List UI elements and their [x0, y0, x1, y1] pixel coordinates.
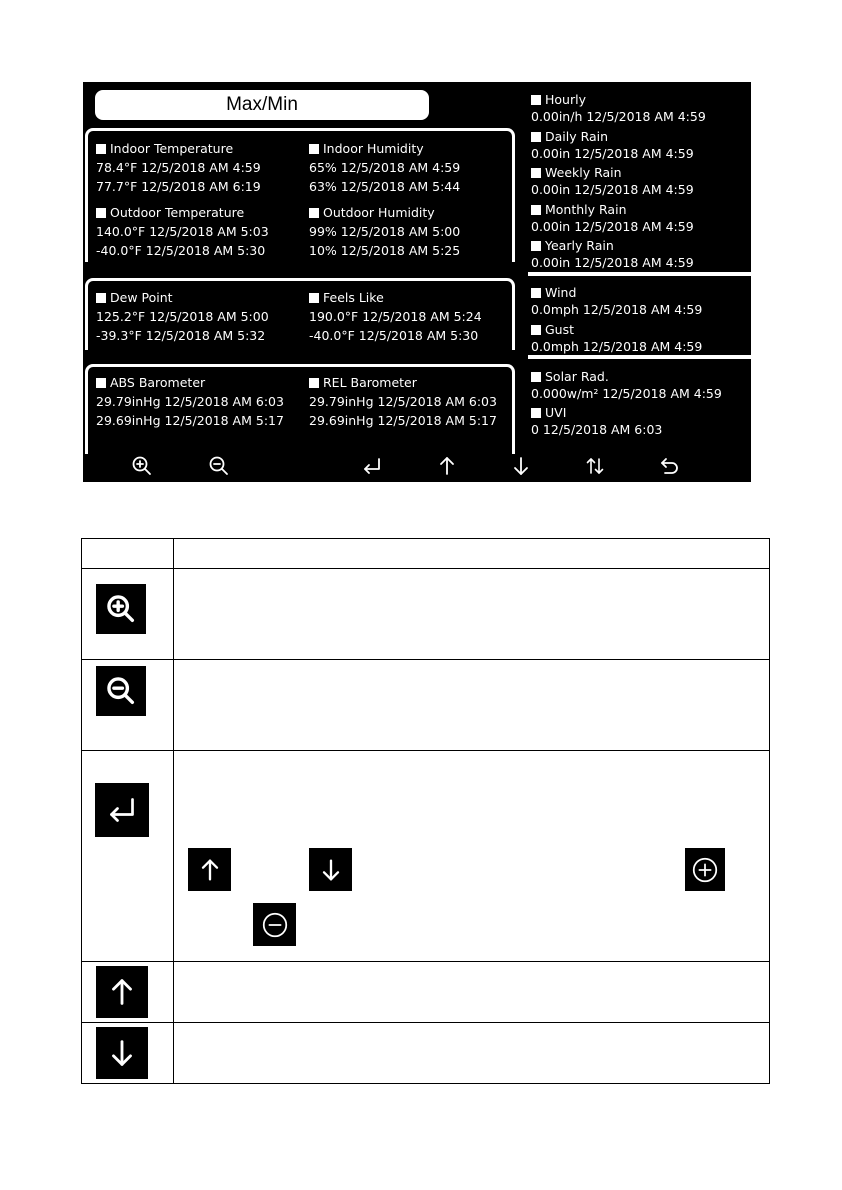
plus-circle-icon-inline — [685, 848, 725, 891]
field-outdoor-temperature[interactable]: Outdoor Temperature 140.0°F 12/5/2018 AM 5:03 -40.0°F 12/5/2018 AM 5:30 — [96, 205, 269, 258]
zoom-in-button[interactable] — [126, 450, 158, 482]
field-indoor-temperature[interactable]: Indoor Temperature 78.4°F 12/5/2018 AM 4:59 77.7°F 12/5/2018 AM 6:19 — [96, 141, 261, 194]
right-divider — [528, 272, 751, 276]
description-cell — [174, 1023, 770, 1084]
checkbox[interactable] — [531, 408, 541, 418]
field-monthly-rain[interactable]: Monthly Rain 0.00in 12/5/2018 AM 4:59 — [531, 202, 694, 234]
plus-circle-icon — [690, 855, 720, 885]
back-button[interactable] — [654, 450, 686, 482]
description-cell — [174, 751, 770, 962]
page-title: Max/Min — [95, 90, 429, 120]
arrow-up-icon — [105, 975, 139, 1009]
minus-circle-icon — [260, 910, 290, 940]
field-dew-point[interactable]: Dew Point 125.2°F 12/5/2018 AM 5:00 -39.3°F 12/5/2018 AM 5:32 — [96, 290, 269, 343]
field-rel-barometer[interactable]: REL Barometer 29.79inHg 12/5/2018 AM 6:03 29.69inHg 12/5/2018 AM 5:17 — [309, 375, 497, 428]
checkbox[interactable] — [531, 168, 541, 178]
arrow-down-icon-inline — [309, 848, 352, 891]
back-icon — [658, 454, 682, 478]
arrow-up-icon — [435, 454, 459, 478]
description-cell — [174, 962, 770, 1023]
checkbox[interactable] — [309, 293, 319, 303]
arrow-down-icon-cell — [96, 1027, 148, 1079]
zoom-out-icon — [104, 674, 138, 708]
description-cell — [174, 660, 770, 751]
field-solar-radiation[interactable]: Solar Rad. 0.000w/m² 12/5/2018 AM 4:59 — [531, 369, 722, 401]
minus-circle-icon-inline — [253, 903, 296, 946]
checkbox[interactable] — [531, 288, 541, 298]
enter-icon — [360, 454, 384, 478]
arrow-down-icon — [317, 856, 345, 884]
field-yearly-rain[interactable]: Yearly Rain 0.00in 12/5/2018 AM 4:59 — [531, 238, 694, 270]
field-abs-barometer[interactable]: ABS Barometer 29.79inHg 12/5/2018 AM 6:03 29.69inHg 12/5/2018 AM 5:17 — [96, 375, 284, 428]
field-feels-like[interactable]: Feels Like 190.0°F 12/5/2018 AM 5:24 -40.0°F 12/5/2018 AM 5:30 — [309, 290, 482, 343]
field-outdoor-humidity[interactable]: Outdoor Humidity 99% 12/5/2018 AM 5:00 10% 12/5/2018 AM 5:25 — [309, 205, 461, 258]
checkbox[interactable] — [96, 208, 106, 218]
checkbox[interactable] — [309, 378, 319, 388]
zoom-in-icon — [104, 592, 138, 626]
zoom-out-button[interactable] — [203, 450, 235, 482]
field-indoor-humidity[interactable]: Indoor Humidity 65% 12/5/2018 AM 4:59 63% 12/5/2018 AM 5:44 — [309, 141, 461, 194]
checkbox[interactable] — [309, 144, 319, 154]
checkbox[interactable] — [531, 372, 541, 382]
description-cell — [174, 569, 770, 660]
zoom-in-icon-cell — [96, 584, 146, 634]
table-row — [82, 569, 770, 660]
zoom-out-icon — [207, 454, 231, 478]
zoom-in-icon — [130, 454, 154, 478]
enter-button[interactable] — [356, 450, 388, 482]
arrow-up-icon-cell — [96, 966, 148, 1018]
enter-icon — [104, 792, 140, 828]
navigation-bar — [83, 450, 751, 482]
field-gust[interactable]: Gust 0.0mph 12/5/2018 AM 4:59 — [531, 322, 703, 354]
max-min-screen — [83, 82, 751, 482]
table-row — [82, 660, 770, 751]
zoom-out-icon-cell — [96, 666, 146, 716]
enter-icon-cell — [95, 783, 149, 837]
right-divider — [528, 355, 751, 359]
checkbox[interactable] — [96, 378, 106, 388]
checkbox[interactable] — [531, 132, 541, 142]
field-weekly-rain[interactable]: Weekly Rain 0.00in 12/5/2018 AM 4:59 — [531, 165, 694, 197]
table-row — [82, 751, 770, 962]
checkbox[interactable] — [531, 95, 541, 105]
table-row — [82, 962, 770, 1023]
arrow-up-icon — [196, 856, 224, 884]
checkbox[interactable] — [531, 205, 541, 215]
field-wind[interactable]: Wind 0.0mph 12/5/2018 AM 4:59 — [531, 285, 703, 317]
checkbox[interactable] — [96, 293, 106, 303]
arrow-up-icon-inline — [188, 848, 231, 891]
header-cell-icon — [82, 539, 174, 569]
checkbox[interactable] — [531, 241, 541, 251]
scroll-down-button[interactable] — [505, 450, 537, 482]
table-row — [82, 1023, 770, 1084]
button-description-table — [81, 538, 770, 1084]
table-header-row — [82, 539, 770, 569]
field-uvi[interactable]: UVI 0 12/5/2018 AM 6:03 — [531, 405, 663, 437]
checkbox[interactable] — [309, 208, 319, 218]
field-hourly-rain[interactable]: Hourly 0.00in/h 12/5/2018 AM 4:59 — [531, 92, 706, 124]
arrow-down-icon — [509, 454, 533, 478]
switch-button[interactable] — [579, 450, 611, 482]
arrow-down-icon — [105, 1036, 139, 1070]
swap-vertical-icon — [583, 454, 607, 478]
header-cell-description — [174, 539, 770, 569]
checkbox[interactable] — [531, 325, 541, 335]
field-daily-rain[interactable]: Daily Rain 0.00in 12/5/2018 AM 4:59 — [531, 129, 694, 161]
scroll-up-button[interactable] — [431, 450, 463, 482]
checkbox[interactable] — [96, 144, 106, 154]
